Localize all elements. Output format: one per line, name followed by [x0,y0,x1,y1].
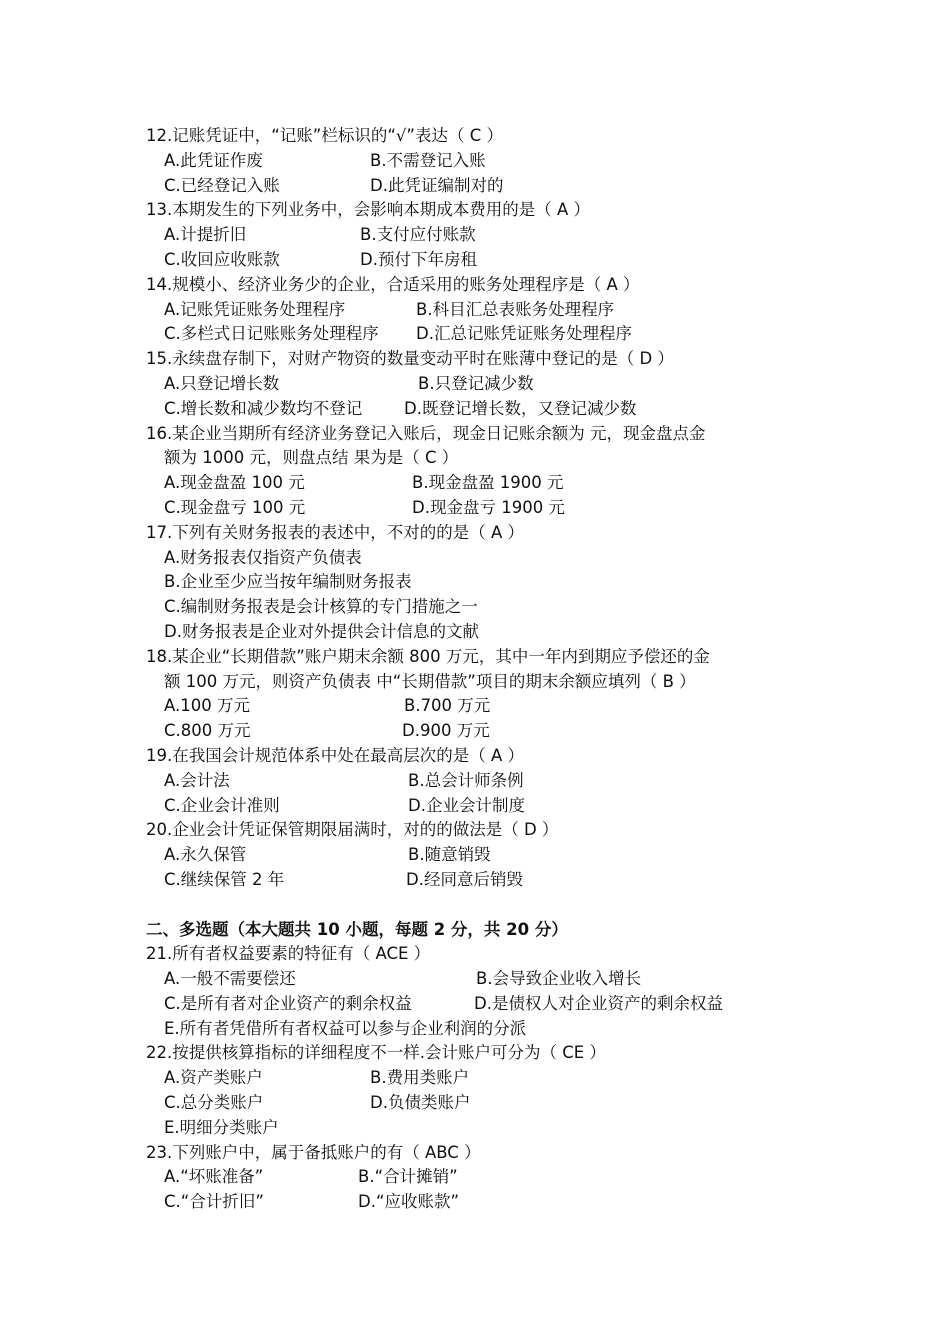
option-e: E.所有者凭借所有者权益可以参与企业利润的分派 [164,1018,527,1038]
options-row [146,1091,826,1116]
question-23: 23.下列账户中，属于备抵账户的有（ ABC ） [146,1142,481,1162]
options-row [146,843,826,868]
option-d: D.财务报表是企业对外提供会计信息的文献 [164,621,479,641]
option-c: C.总分类账户 [164,1093,264,1113]
options-row [146,298,826,323]
option-d: D.负债类账户 [370,1093,471,1113]
option-b: B.“合计摊销” [358,1167,458,1187]
option-d: D.是债权人对企业资产的剩余权益 [474,993,723,1013]
option-b: B.企业至少应当按年编制财务报表 [164,572,412,592]
option-a: A.永久保管 [164,845,247,865]
question-19: 19.在我国会计规范体系中处在最高层次的是（ A ） [146,745,525,765]
option-b: B.现金盘盈 1900 元 [412,473,564,493]
options-row [146,496,826,521]
question-21: 21.所有者权益要素的特征有（ ACE ） [146,944,431,964]
options-row [146,1165,826,1190]
option-a: A.会计法 [164,770,230,790]
option-b: B.只登记减少数 [418,373,534,393]
option-c: C.多栏式日记账账务处理程序 [164,324,379,344]
option-b: B.会导致企业收入增长 [476,969,642,989]
options-row [146,1190,826,1215]
option-a: A.一般不需要偿还 [164,969,296,989]
options-row [146,794,826,819]
option-a: A.现金盘盈 100 元 [164,473,305,493]
question-20: 20.企业会计凭证保管期限届满时，对的的做法是（ D ） [146,820,559,840]
option-d: D.企业会计制度 [408,795,525,815]
option-b: B.费用类账户 [370,1068,470,1088]
option-a: A.资产类账户 [164,1068,263,1088]
option-c: C.企业会计准则 [164,795,280,815]
option-b: B.700 万元 [404,696,491,716]
option-b: B.科目汇总表账务处理程序 [416,299,615,319]
option-c: C.增长数和减少数均不登记 [164,398,363,418]
option-d: D.“应收账款” [358,1192,460,1212]
option-c: C.是所有者对企业资产的剩余权益 [164,993,412,1013]
options-row [146,223,826,248]
option-e: E.明细分类账户 [164,1117,279,1137]
option-b: B.支付应付账款 [360,225,476,245]
section-heading: 二、多选题（本大题共 10 小题，每题 2 分，共 20 分） [146,919,568,939]
question-17: 17.下列有关财务报表的表述中，不对的的是（ A ） [146,522,525,542]
options-row [146,397,826,422]
option-a: A.计提折旧 [164,225,247,245]
option-b: B.随意销毁 [408,845,491,865]
options-row [146,149,826,174]
option-c: C.现金盘亏 100 元 [164,497,306,517]
question-15: 15.永续盘存制下，对财产物资的数量变动平时在账薄中登记的是（ D ） [146,349,674,369]
option-c: C.已经登记入账 [164,175,280,195]
option-b: B.总会计师条例 [408,770,524,790]
option-a: A.只登记增长数 [164,373,280,393]
question-13: 13.本期发生的下列业务中，会影响本期成本费用的是（ A ） [146,200,591,220]
option-a: A.“坏账准备” [164,1167,264,1187]
options-row [146,1066,826,1091]
options-row [146,769,826,794]
options-row [146,992,826,1017]
option-d: D.此凭证编制对的 [370,175,504,195]
question-18: 18.某企业“长期借款”账户期末余额 800 万元，其中一年内到期应予偿还的金 [146,646,710,666]
options-row [146,471,826,496]
question-14: 14.规模小、经济业务少的企业，合适采用的账务处理程序是（ A ） [146,274,640,294]
options-row [146,694,826,719]
option-d: D.现金盘亏 1900 元 [412,497,565,517]
option-c: C.收回应收账款 [164,249,280,269]
question-12: 12.记账凭证中，“记账”栏标识的“√”表达（ C ） [146,126,503,145]
question-18-continued: 额 100 万元，则资产负债表 中“长期借款”项目的期末余额应填列（ B ） [164,671,696,691]
option-a: A.记账凭证账务处理程序 [164,299,346,319]
option-c: C.800 万元 [164,721,251,741]
option-d: D.预付下年房租 [360,249,477,269]
question-16-continued: 额为 1000 元，则盘点结 果为是（ C ） [164,448,459,468]
option-c: C.编制财务报表是会计核算的专门措施之一 [164,597,478,617]
exam-content [146,124,826,1215]
option-b: B.不需登记入账 [370,150,486,170]
option-a: A.财务报表仅指资产负债表 [164,547,362,567]
options-row [146,372,826,397]
option-d: D.既登记增长数，又登记减少数 [404,398,637,418]
option-a: A.100 万元 [164,696,250,716]
options-row [146,248,826,273]
question-22: 22.按提供核算指标的详细程度不一样.会计账户可分为（ CE ） [146,1043,606,1063]
options-row [146,719,826,744]
options-row [146,967,826,992]
option-d: D.经同意后销毁 [406,869,523,889]
option-d: D.汇总记账凭证账务处理程序 [416,324,632,344]
options-row [146,868,826,893]
option-a: A.此凭证作废 [164,150,263,170]
options-row [146,322,826,347]
options-row [146,174,826,199]
option-c: C.“合计折旧” [164,1192,264,1212]
question-16: 16.某企业当期所有经济业务登记入账后，现金日记账余额为 元，现金盘点金 [146,423,706,443]
option-c: C.继续保管 2 年 [164,869,285,889]
option-d: D.900 万元 [402,721,490,741]
